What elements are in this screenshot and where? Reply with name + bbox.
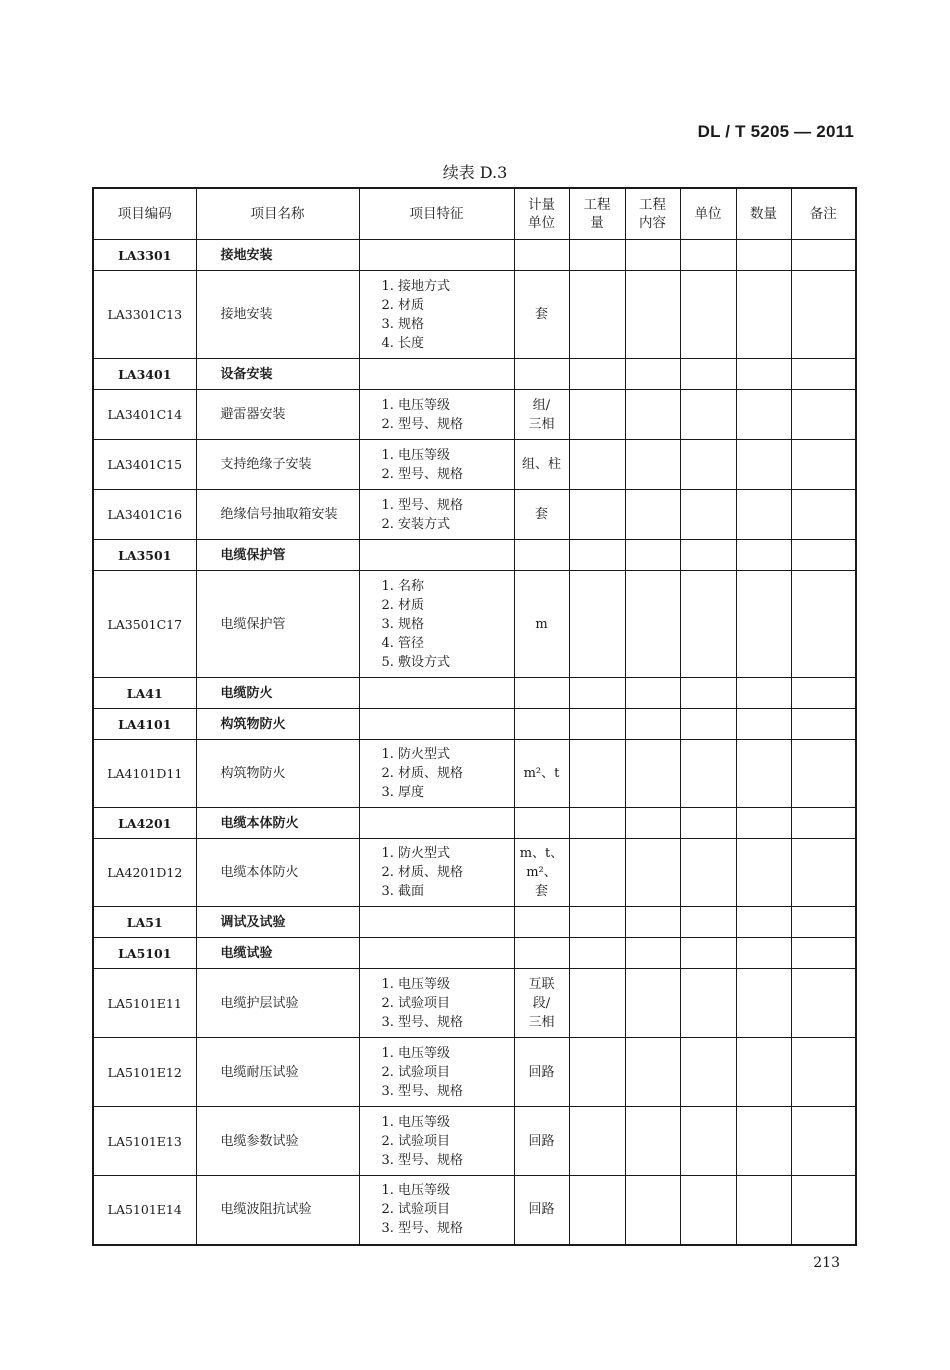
empty-cell: [569, 839, 625, 907]
item-code: LA3401C14: [93, 390, 196, 440]
empty-cell: [791, 571, 856, 678]
table-row: [93, 1176, 856, 1245]
empty-cell: [625, 571, 680, 678]
item-name: 设备安装: [196, 359, 359, 390]
table-row: [93, 1038, 856, 1107]
feature-line: 1. 电压等级: [381, 447, 451, 463]
spec-table: [92, 187, 857, 1246]
empty-cell: [736, 1038, 791, 1107]
empty-cell: [791, 907, 856, 938]
item-features: [359, 271, 514, 359]
empty-cell: [736, 907, 791, 938]
item-code: LA5101E11: [93, 969, 196, 1038]
empty-cell: [569, 938, 625, 969]
empty-cell: [736, 571, 791, 678]
unit-of-measure: 回路: [514, 1107, 569, 1176]
empty-cell: [680, 390, 736, 440]
feature-line: 3. 厚度: [381, 785, 425, 800]
empty-cell: [791, 1107, 856, 1176]
group-row: [93, 808, 856, 839]
item-code: LA41: [93, 678, 196, 709]
item-code: LA3501: [93, 540, 196, 571]
group-row: [93, 709, 856, 740]
empty-cell: [736, 1107, 791, 1176]
empty-cell: [791, 1176, 856, 1245]
empty-cell: [791, 1038, 856, 1107]
item-features: [359, 440, 514, 490]
item-features: [359, 1038, 514, 1107]
empty-cell: [791, 540, 856, 571]
table-row: [93, 1107, 856, 1176]
empty-cell: [569, 240, 625, 271]
empty-cell: [680, 271, 736, 359]
empty-cell: [625, 490, 680, 540]
empty-cell: [569, 359, 625, 390]
empty-cell: [680, 490, 736, 540]
empty-cell: [791, 390, 856, 440]
item-name: 电缆保护管: [196, 540, 359, 571]
unit-of-measure: m、t、 m²、 套: [514, 839, 569, 907]
column-header: 项目名称: [196, 188, 359, 240]
empty-cell: [791, 969, 856, 1038]
unit-of-measure: [514, 907, 569, 938]
empty-cell: [569, 907, 625, 938]
item-features: [359, 1176, 514, 1245]
unit-of-measure: [514, 240, 569, 271]
item-code: LA51: [93, 907, 196, 938]
group-row: [93, 678, 856, 709]
item-name: 电缆耐压试验: [196, 1038, 359, 1107]
empty-cell: [625, 271, 680, 359]
group-row: [93, 938, 856, 969]
item-name: 电缆防火: [196, 678, 359, 709]
feature-line: 2. 试验项目: [381, 995, 451, 1011]
item-name: 调试及试验: [196, 907, 359, 938]
feature-line: 2. 试验项目: [381, 1133, 451, 1149]
item-features: [359, 938, 514, 969]
empty-cell: [736, 1176, 791, 1245]
empty-cell: [625, 938, 680, 969]
empty-cell: [625, 678, 680, 709]
empty-cell: [736, 678, 791, 709]
empty-cell: [569, 1107, 625, 1176]
empty-cell: [569, 1038, 625, 1107]
empty-cell: [680, 359, 736, 390]
item-code: LA5101: [93, 938, 196, 969]
item-name: 构筑物防火: [196, 709, 359, 740]
feature-line: 3. 型号、规格: [381, 1152, 464, 1168]
column-header: 单位: [680, 188, 736, 240]
empty-cell: [625, 709, 680, 740]
empty-cell: [625, 1038, 680, 1107]
item-code: LA4101: [93, 709, 196, 740]
feature-line: 5. 敷设方式: [381, 654, 451, 670]
unit-of-measure: m²、t: [514, 740, 569, 808]
feature-line: 2. 材质: [381, 297, 425, 313]
empty-cell: [791, 740, 856, 808]
column-header: 项目编码: [93, 188, 196, 240]
empty-cell: [680, 440, 736, 490]
table-header-row: [93, 188, 856, 240]
item-code: LA3501C17: [93, 571, 196, 678]
empty-cell: [680, 678, 736, 709]
table-row: [93, 571, 856, 678]
item-name: 电缆护层试验: [196, 969, 359, 1038]
empty-cell: [736, 540, 791, 571]
feature-line: 1. 名称: [381, 578, 425, 594]
feature-line: 2. 材质、规格: [381, 766, 464, 781]
unit-of-measure: [514, 678, 569, 709]
empty-cell: [736, 490, 791, 540]
item-name: 接地安装: [196, 271, 359, 359]
empty-cell: [680, 540, 736, 571]
unit-of-measure: 套: [514, 271, 569, 359]
item-name: 电缆本体防火: [196, 808, 359, 839]
item-code: LA3301C13: [93, 271, 196, 359]
item-features: [359, 571, 514, 678]
empty-cell: [569, 490, 625, 540]
item-name: 绝缘信号抽取箱安装: [196, 490, 359, 540]
empty-cell: [569, 709, 625, 740]
table-row: [93, 839, 856, 907]
column-header: 计量 单位: [514, 188, 569, 240]
feature-line: 1. 电压等级: [381, 1045, 451, 1061]
empty-cell: [791, 240, 856, 271]
item-code: LA5101E14: [93, 1176, 196, 1245]
empty-cell: [791, 678, 856, 709]
empty-cell: [791, 709, 856, 740]
unit-of-measure: m: [514, 571, 569, 678]
unit-of-measure: 互联 段/ 三相: [514, 969, 569, 1038]
item-features: [359, 839, 514, 907]
item-features: [359, 969, 514, 1038]
feature-line: 3. 型号、规格: [381, 1014, 464, 1030]
empty-cell: [569, 740, 625, 808]
empty-cell: [625, 907, 680, 938]
item-code: LA4101D11: [93, 740, 196, 808]
item-features: [359, 907, 514, 938]
table-row: [93, 390, 856, 440]
empty-cell: [569, 390, 625, 440]
unit-of-measure: [514, 540, 569, 571]
feature-line: 4. 管径: [381, 635, 425, 651]
item-name: 电缆保护管: [196, 571, 359, 678]
unit-of-measure: 回路: [514, 1038, 569, 1107]
empty-cell: [680, 1038, 736, 1107]
item-name: 接地安装: [196, 240, 359, 271]
empty-cell: [680, 1176, 736, 1245]
page-number: 213: [813, 1255, 840, 1271]
unit-of-measure: [514, 808, 569, 839]
empty-cell: [569, 678, 625, 709]
feature-line: 1. 型号、规格: [381, 497, 464, 513]
empty-cell: [569, 969, 625, 1038]
feature-line: 2. 材质、规格: [381, 865, 464, 880]
table-body: [93, 240, 856, 1245]
feature-line: 2. 材质: [381, 597, 425, 613]
unit-of-measure: 组/ 三相: [514, 390, 569, 440]
table-row: [93, 440, 856, 490]
item-code: LA4201D12: [93, 839, 196, 907]
item-features: [359, 540, 514, 571]
table-row: [93, 969, 856, 1038]
feature-line: 3. 型号、规格: [381, 1221, 464, 1237]
feature-line: 2. 试验项目: [381, 1064, 451, 1080]
empty-cell: [736, 740, 791, 808]
unit-of-measure: 套: [514, 490, 569, 540]
feature-line: 2. 安装方式: [381, 516, 451, 532]
group-row: [93, 240, 856, 271]
unit-of-measure: 组、柱: [514, 440, 569, 490]
empty-cell: [625, 390, 680, 440]
empty-cell: [791, 271, 856, 359]
empty-cell: [569, 1176, 625, 1245]
feature-line: 2. 试验项目: [381, 1202, 451, 1218]
column-header: 数量: [736, 188, 791, 240]
document-code: DL / T 5205 — 2011: [697, 122, 854, 141]
empty-cell: [569, 271, 625, 359]
item-code: LA3301: [93, 240, 196, 271]
feature-line: 1. 电压等级: [381, 1183, 451, 1199]
empty-cell: [680, 1107, 736, 1176]
item-features: [359, 490, 514, 540]
item-code: LA3401C16: [93, 490, 196, 540]
item-features: [359, 359, 514, 390]
column-header: 项目特征: [359, 188, 514, 240]
empty-cell: [625, 839, 680, 907]
empty-cell: [791, 808, 856, 839]
feature-line: 3. 截面: [381, 884, 425, 899]
item-code: LA3401: [93, 359, 196, 390]
item-code: LA5101E12: [93, 1038, 196, 1107]
item-features: [359, 808, 514, 839]
item-name: 电缆试验: [196, 938, 359, 969]
empty-cell: [625, 1107, 680, 1176]
feature-line: 4. 长度: [381, 335, 425, 351]
feature-line: 1. 电压等级: [381, 976, 451, 992]
empty-cell: [569, 571, 625, 678]
empty-cell: [791, 938, 856, 969]
item-name: 支持绝缘子安装: [196, 440, 359, 490]
empty-cell: [680, 571, 736, 678]
item-name: 避雷器安装: [196, 390, 359, 440]
item-name: 构筑物防火: [196, 740, 359, 808]
item-features: [359, 390, 514, 440]
group-row: [93, 540, 856, 571]
item-features: [359, 678, 514, 709]
empty-cell: [680, 808, 736, 839]
empty-cell: [791, 440, 856, 490]
empty-cell: [736, 271, 791, 359]
table-title: 续表 D.3: [442, 163, 508, 182]
item-features: [359, 740, 514, 808]
empty-cell: [791, 359, 856, 390]
empty-cell: [736, 440, 791, 490]
empty-cell: [680, 839, 736, 907]
item-code: LA4201: [93, 808, 196, 839]
feature-line: 1. 防火型式: [381, 747, 451, 762]
empty-cell: [625, 808, 680, 839]
feature-line: 1. 接地方式: [381, 278, 451, 294]
empty-cell: [625, 540, 680, 571]
table-row: [93, 490, 856, 540]
empty-cell: [625, 359, 680, 390]
item-name: 电缆本体防火: [196, 839, 359, 907]
unit-of-measure: [514, 938, 569, 969]
empty-cell: [680, 240, 736, 271]
item-name: 电缆参数试验: [196, 1107, 359, 1176]
unit-of-measure: [514, 709, 569, 740]
empty-cell: [680, 709, 736, 740]
feature-line: 3. 型号、规格: [381, 1083, 464, 1099]
empty-cell: [736, 390, 791, 440]
feature-line: 1. 电压等级: [381, 397, 451, 413]
column-header: 工程 内容: [625, 188, 680, 240]
item-name: 电缆波阻抗试验: [196, 1176, 359, 1245]
column-header: 备注: [791, 188, 856, 240]
empty-cell: [569, 808, 625, 839]
group-row: [93, 907, 856, 938]
empty-cell: [680, 907, 736, 938]
empty-cell: [625, 1176, 680, 1245]
empty-cell: [736, 359, 791, 390]
empty-cell: [736, 709, 791, 740]
item-code: LA5101E13: [93, 1107, 196, 1176]
unit-of-measure: 回路: [514, 1176, 569, 1245]
empty-cell: [625, 969, 680, 1038]
table-row: [93, 740, 856, 808]
item-features: [359, 1107, 514, 1176]
feature-line: 2. 型号、规格: [381, 416, 464, 432]
feature-line: 3. 规格: [381, 316, 425, 332]
empty-cell: [625, 740, 680, 808]
group-row: [93, 359, 856, 390]
empty-cell: [736, 839, 791, 907]
empty-cell: [736, 938, 791, 969]
empty-cell: [625, 240, 680, 271]
empty-cell: [680, 969, 736, 1038]
empty-cell: [791, 839, 856, 907]
empty-cell: [736, 969, 791, 1038]
item-code: LA3401C15: [93, 440, 196, 490]
empty-cell: [680, 740, 736, 808]
item-features: [359, 240, 514, 271]
empty-cell: [569, 440, 625, 490]
unit-of-measure: [514, 359, 569, 390]
empty-cell: [680, 938, 736, 969]
empty-cell: [569, 540, 625, 571]
table-row: [93, 271, 856, 359]
feature-line: 3. 规格: [381, 616, 425, 632]
empty-cell: [736, 240, 791, 271]
feature-line: 1. 防火型式: [381, 846, 451, 861]
feature-line: 1. 电压等级: [381, 1114, 451, 1130]
column-header: 工程 量: [569, 188, 625, 240]
empty-cell: [736, 808, 791, 839]
item-features: [359, 709, 514, 740]
feature-line: 2. 型号、规格: [381, 466, 464, 482]
empty-cell: [625, 440, 680, 490]
empty-cell: [791, 490, 856, 540]
